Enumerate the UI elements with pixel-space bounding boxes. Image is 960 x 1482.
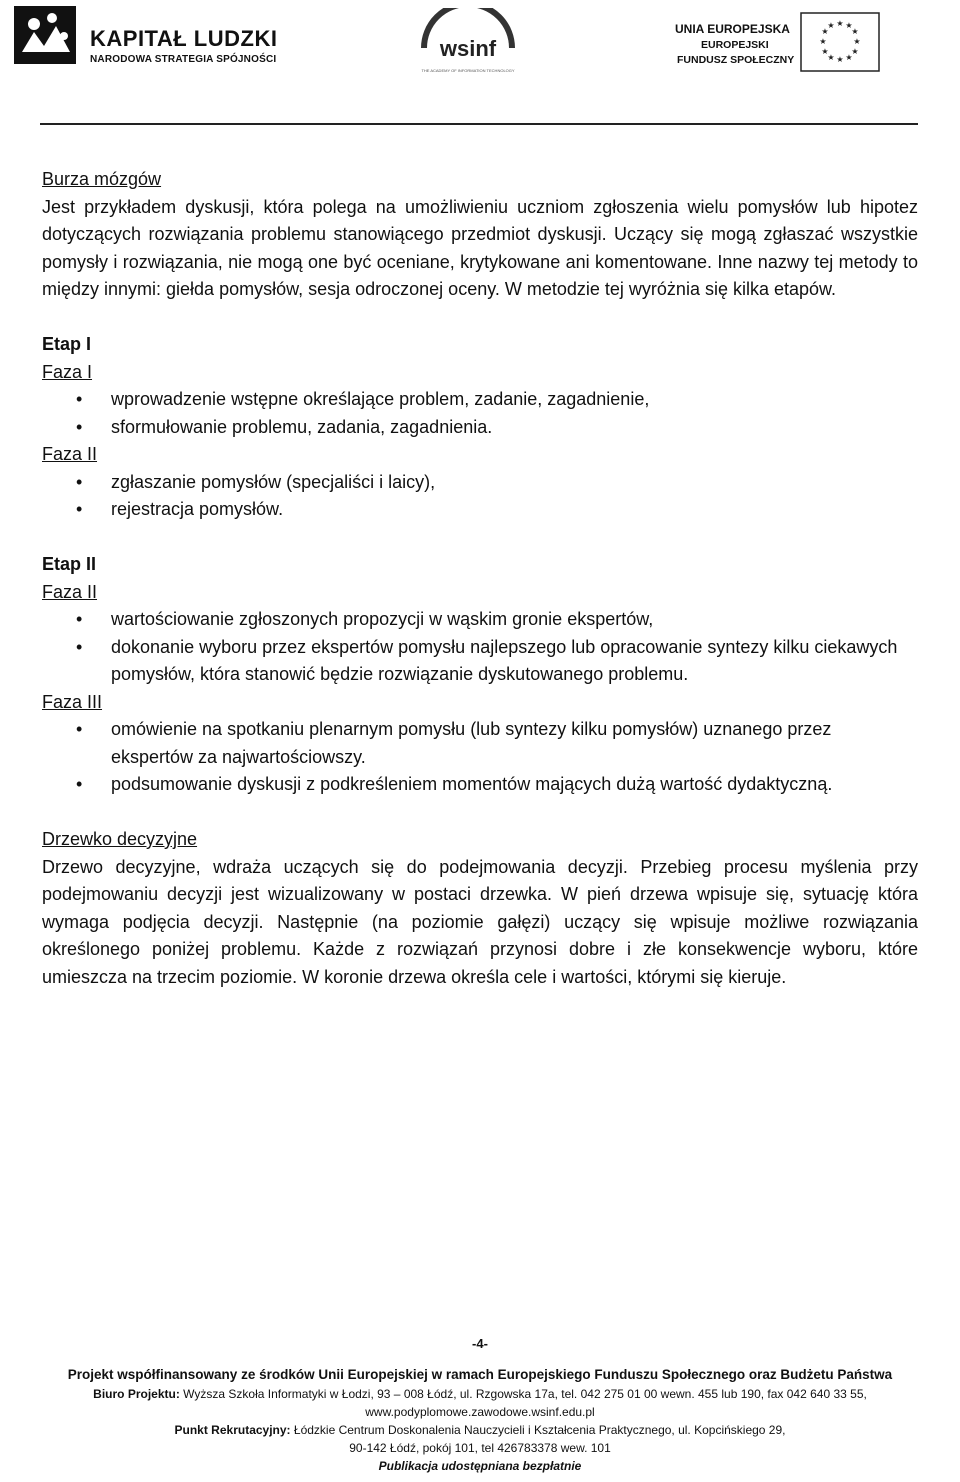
section-heading-burza: Burza mózgów — [42, 169, 162, 189]
footer-punkt-line — [40, 1421, 920, 1439]
ue-logo — [672, 12, 882, 72]
svg-text:★: ★ — [836, 55, 844, 64]
wsinf-caption: THE ACADEMY OF INFORMATION TECHNOLOGY — [421, 68, 515, 73]
svg-text:★: ★ — [853, 37, 861, 46]
etap-1-faza-2-list — [42, 469, 918, 524]
svg-text:★: ★ — [821, 27, 829, 36]
footer-funding-line: Projekt współfinansowany ze środków Unii Europejskiej w ramach Europejskiego Funduszu Społecznego oraz Budżetu Państwa — [67, 1367, 893, 1382]
list-item: • wartościowanie zgłoszonych propozycji w wąskim gronie ekspertów, — [42, 606, 918, 634]
list-item: • rejestracja pomysłów. — [42, 496, 918, 524]
document-body — [42, 166, 918, 991]
etap-2-faza-2-title: Faza II — [42, 581, 98, 602]
footer-website-link[interactable]: www.podyplomowe.zawodowe.wsinf.edu.pl — [365, 1405, 595, 1419]
footer-biuro-label: Biuro Projektu: — [93, 1387, 180, 1401]
etap-1-faza-1-title: Faza I — [42, 361, 93, 382]
list-item: • dokonanie wyboru przez ekspertów pomysłu najlepszego lub opracowanie syntezy kilku ciekawych pomysłów, która stanowić będzie rozwiązanie dyskutowanego problemu. — [42, 634, 918, 689]
etap-1-title: Etap I — [42, 334, 92, 354]
ue-line2: EUROPEJSKI — [701, 39, 769, 51]
etap-2-faza-3-title: Faza III — [42, 691, 103, 712]
wsinf-logo — [418, 8, 518, 78]
svg-text:★: ★ — [827, 21, 835, 30]
svg-text:★: ★ — [827, 53, 835, 62]
list-item: • wprowadzenie wstępne określające problem, zadanie, zagadnienie, — [42, 386, 918, 414]
list-item: • sformułowanie problemu, zadania, zagadnienia. — [42, 414, 918, 442]
section-heading-drzewko: Drzewko decyzyjne — [42, 829, 198, 849]
list-item: • podsumowanie dyskusji z podkreśleniem momentów mających dużą wartość dydaktyczną. — [42, 771, 918, 799]
header-divider — [40, 123, 918, 125]
footer-publication-note: Publikacja udostępniana bezpłatnie — [378, 1459, 582, 1473]
footer-biuro-text: Wyższa Szkoła Informatyki w Łodzi, 93 – 008 Łódź, ul. Rzgowska 17a, tel. 042 275 01 00 wewn. 455 lub 190, fax 042 640 33 55, — [179, 1387, 867, 1401]
svg-text:★: ★ — [819, 37, 827, 46]
etap-2-faza-3-list — [42, 716, 918, 799]
section-paragraph-drzewko: Drzewo decyzyjne, wdraża uczących się do podejmowania decyzji. Przebieg procesu myślenia przy podejmowaniu decyzji jest wizualizowany w postaci drzewka. W pień drzewa wpisuje się, sytuację która wymaga podjęcia decyzji. Następnie (na poziomie gałęzi) uczący się wpisuje możliwe rozwiązania określonego poniżej problemu. Każde z rozwiązań przynosi dobre i złe konsekwencje wyboru, które umieszcza na trzecim poziomie. W koronie drzewa określa cele i wartości, którymi się kieruje. — [42, 856, 918, 987]
footer-punkt-text: Łódzkie Centrum Doskonalenia Nauczycieli i Kształcenia Praktycznego, ul. Kopcińskiego 29, — [290, 1423, 786, 1437]
ue-line1: UNIA EUROPEJSKA — [675, 22, 790, 36]
page-footer — [40, 1336, 920, 1475]
svg-text:★: ★ — [851, 27, 859, 36]
page-header — [0, 0, 960, 124]
etap-2-title: Etap II — [42, 554, 97, 574]
eu-flag-icon — [800, 12, 880, 72]
svg-text:★: ★ — [845, 53, 853, 62]
kapital-ludzki-subtitle: NARODOWA STRATEGIA SPÓJNOŚCI — [90, 54, 277, 65]
svg-text:★: ★ — [836, 19, 844, 28]
svg-text:★: ★ — [845, 21, 853, 30]
kapital-ludzki-title: KAPITAŁ LUDZKI — [90, 26, 278, 51]
list-item: • omówienie na spotkaniu plenarnym pomysłu (lub syntezy kilku pomysłów) uznanego przez ekspertów za najwartościowszy. — [42, 716, 918, 771]
wsinf-emblem-icon — [418, 8, 518, 68]
kapital-ludzki-logo — [14, 2, 304, 68]
list-item: • zgłaszanie pomysłów (specjaliści i laicy), — [42, 469, 918, 497]
etap-1-faza-1-list — [42, 386, 918, 441]
etap-2-faza-2-list — [42, 606, 918, 689]
footer-punkt-label: Punkt Rekrutacyjny: — [174, 1423, 291, 1437]
kapital-ludzki-emblem-icon — [14, 2, 80, 68]
page-number: -4- — [472, 1336, 488, 1351]
svg-text:wsinf: wsinf — [439, 36, 497, 61]
section-paragraph-burza: Jest przykładem dyskusji, która polega na umożliwieniu uczniom zgłoszenia wielu pomysłów lub hipotez dotyczących rozwiązania problemu stanowiącego przedmiot dyskusji. Uczący się mogą zgłaszać wszystkie pomysły i rozwiązania, nie mogą one być oceniane, krytykowane ani komentowane. Inne nazwy tej metody to między innymi: giełda pomysłów, sesja odroczonej oceny. W metodzie tej wyróżnia się kilka etapów. — [42, 196, 918, 299]
footer-biuro-line — [40, 1385, 920, 1403]
ue-line3: FUNDUSZ SPOŁECZNY — [677, 54, 795, 66]
svg-text:★: ★ — [821, 47, 829, 56]
etap-1-faza-2-title: Faza II — [42, 444, 98, 464]
svg-text:★: ★ — [851, 47, 859, 56]
footer-punkt-address: 90-142 Łódź, pokój 101, tel 426783378 wew. 101 — [349, 1441, 611, 1455]
